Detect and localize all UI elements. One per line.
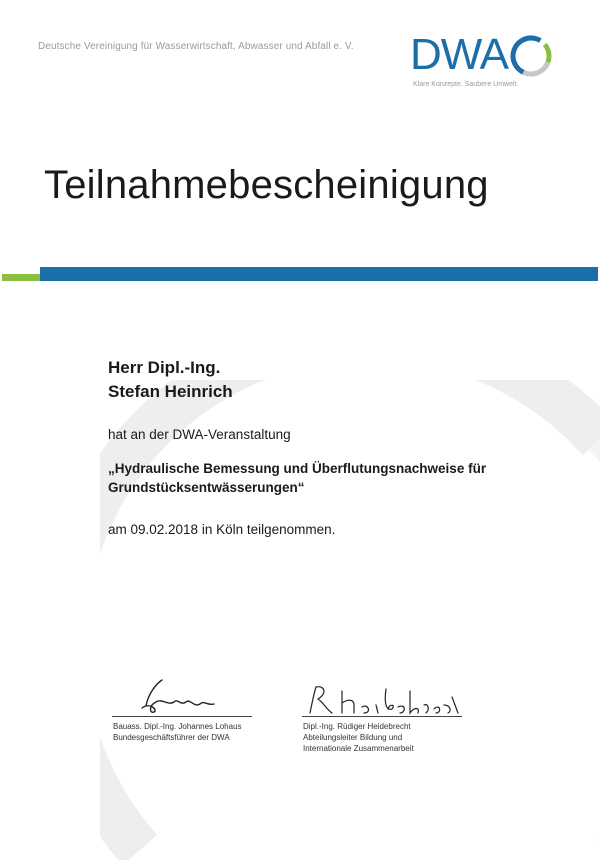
signatory-right-name: Dipl.-Ing. Rüdiger Heidebrecht [303, 722, 411, 731]
logo-wordmark: DWA [410, 30, 509, 79]
signatory-right-role-line1: Abteilungsleiter Bildung und [303, 733, 403, 742]
accent-band-blue [40, 267, 598, 281]
logo-ring-icon [507, 32, 555, 80]
signature-lohaus [128, 676, 228, 716]
course-title-line2: Grundstücksentwässerungen“ [108, 480, 305, 495]
signature-line-left [112, 716, 252, 717]
recipient-name: Stefan Heinrich [108, 382, 233, 401]
course-title-line1: „Hydraulische Bemessung und Überflutungsnachweise für [108, 461, 487, 476]
dwa-logo [410, 28, 560, 93]
signatory-right-role-line2: Internationale Zusammenarbeit [303, 744, 414, 753]
event-date-location: am 09.02.2018 in Köln teilgenommen. [108, 522, 336, 537]
signature-heidebrecht [302, 683, 462, 719]
signatory-left [113, 721, 242, 743]
watermark-arc [100, 380, 600, 860]
event-intro: hat an der DWA-Veranstaltung [108, 427, 291, 442]
signature-line-right [302, 716, 462, 717]
recipient-title: Herr Dipl.-Ing. [108, 358, 221, 377]
signatory-right [303, 721, 414, 754]
accent-band-green [2, 274, 40, 281]
certificate-title: Teilnahmebescheinigung [44, 163, 489, 207]
organization-name: Deutsche Vereinigung für Wasserwirtschaft, Abwasser und Abfall e. V. [38, 41, 354, 52]
signatory-left-name: Bauass. Dipl.-Ing. Johannes Lohaus [113, 722, 242, 731]
signatory-left-role: Bundesgeschäftsführer der DWA [113, 733, 230, 742]
logo-tagline: Klare Konzepte. Saubere Umwelt. [413, 81, 519, 88]
